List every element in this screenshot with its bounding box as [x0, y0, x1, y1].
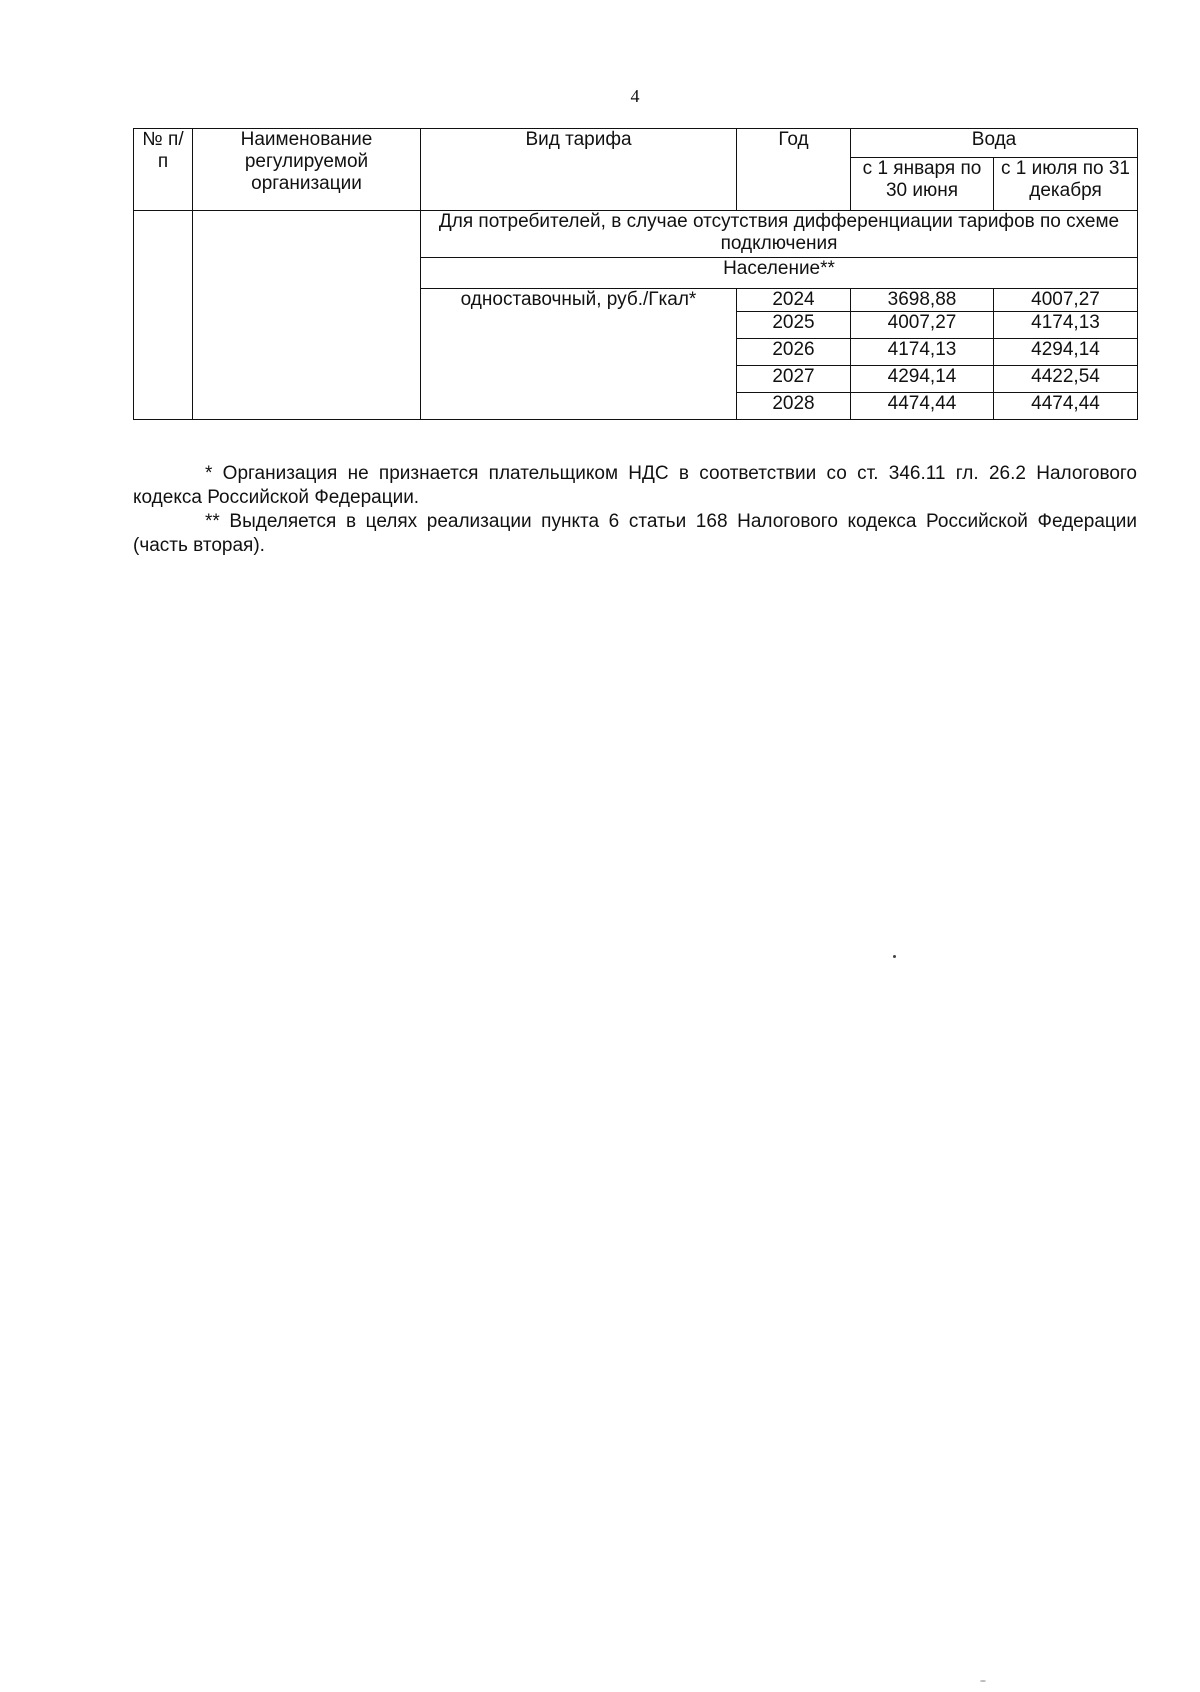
- year-cell: 2026: [737, 339, 851, 366]
- consumer-group-row: [134, 211, 1138, 258]
- value-cell-h2: 4474,44: [994, 393, 1138, 420]
- scan-speck: [980, 1680, 986, 1682]
- footnote-vat: * Организация не признается плательщиком НДС в соответствии со ст. 346.11 гл. 26.2 Налогового кодекса Российской Федерации.: [133, 463, 1137, 508]
- value-cell-h2: 4174,13: [994, 312, 1138, 339]
- tariff-table: [133, 128, 1138, 420]
- year-cell: 2027: [737, 366, 851, 393]
- page-number: 4: [630, 86, 640, 106]
- value-cell-h1: 4294,14: [851, 366, 994, 393]
- value-cell-h1: 4007,27: [851, 312, 994, 339]
- footnotes: [133, 462, 1137, 558]
- consumer-group-cell: Для потребителей, в случае отсутствия дифференциации тарифов по схеме подключения: [421, 211, 1138, 258]
- header-year: Год: [737, 129, 851, 211]
- scan-speck: [893, 955, 896, 958]
- value-cell-h1: 4174,13: [851, 339, 994, 366]
- year-cell: 2028: [737, 393, 851, 420]
- cell-org-empty: [193, 211, 421, 420]
- population-cell: Население**: [421, 258, 1138, 289]
- footnote-population: ** Выделяется в целях реализации пункта 6 статьи 168 Налогового кодекса Российской Федерации (часть вторая).: [133, 511, 1137, 556]
- year-cell: 2024: [737, 289, 851, 312]
- header-period-1: с 1 января по 30 июня: [851, 158, 994, 211]
- value-cell-h2: 4422,54: [994, 366, 1138, 393]
- header-water: Вода: [851, 129, 1138, 158]
- value-cell-h2: 4294,14: [994, 339, 1138, 366]
- header-num: № п/п: [134, 129, 193, 211]
- year-cell: 2025: [737, 312, 851, 339]
- header-org: Наименование регулируемой организации: [193, 129, 421, 211]
- value-cell-h2: 4007,27: [994, 289, 1138, 312]
- value-cell-h1: 3698,88: [851, 289, 994, 312]
- value-cell-h1: 4474,44: [851, 393, 994, 420]
- table-header-row: [134, 129, 1138, 158]
- cell-num-empty: [134, 211, 193, 420]
- tariff-name-cell: одноставочный, руб./Гкал*: [421, 289, 737, 420]
- header-tariff-type: Вид тарифа: [421, 129, 737, 211]
- header-period-2: с 1 июля по 31 декабря: [994, 158, 1138, 211]
